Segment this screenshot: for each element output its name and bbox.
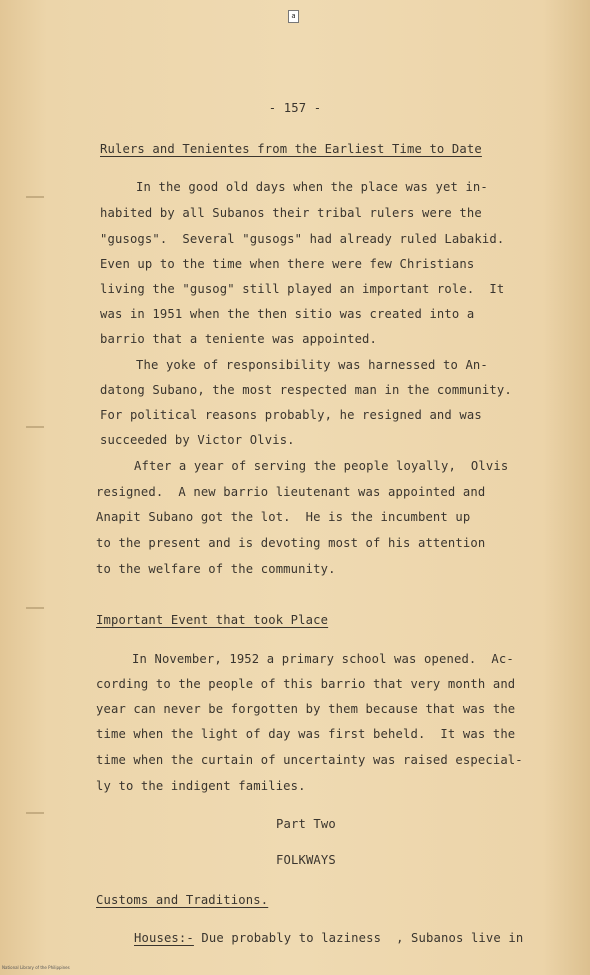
text-line: barrio that a teniente was appointed. (100, 332, 378, 346)
page-number: - 157 - (268, 101, 322, 115)
text-line: was in 1951 when the then sitio was created into a (100, 307, 475, 321)
text-line: resigned. A new barrio lieutenant was appointed and (96, 485, 486, 499)
text-line: In the good old days when the place was yet in- (136, 180, 488, 194)
houses-text: Due probably to laziness , Subanos live in (193, 931, 524, 945)
text-line: succeeded by Victor Olvis. (100, 433, 295, 447)
text-line: living the "gusog" still played an important role. It (100, 282, 505, 296)
heading-rulers: Rulers and Tenientes from the Earliest Time to Date (100, 142, 482, 156)
text-line: datong Subano, the most respected man in the community. (100, 383, 512, 397)
text-line: time when the light of day was first beheld. It was the (96, 727, 516, 741)
margin-mark (26, 426, 44, 428)
text-line: In November, 1952 a primary school was opened. Ac- (132, 652, 514, 666)
text-line: time when the curtain of uncertainty was raised especial- (96, 753, 523, 767)
text-line: Anapit Subano got the lot. He is the incumbent up (96, 510, 471, 524)
text-line: ly to the indigent families. (96, 779, 306, 793)
part-title: Part Two (276, 817, 336, 831)
folkways-title: FOLKWAYS (276, 853, 336, 867)
text-line: The yoke of responsibility was harnessed to An- (136, 358, 488, 372)
text-line: "gusogs". Several "gusogs" had already ruled Labakid. (100, 232, 505, 246)
houses-line (134, 930, 523, 946)
text-line: cording to the people of this barrio that very month and (96, 677, 516, 691)
text-line: Even up to the time when there were few Christians (100, 257, 475, 271)
houses-label: Houses:- (134, 931, 194, 945)
margin-mark (26, 196, 44, 198)
text-line: year can never be forgotten by them because that was the (96, 702, 516, 716)
page-marker-tag: a (288, 10, 299, 23)
heading-customs: Customs and Traditions. (96, 893, 269, 907)
text-line: to the welfare of the community. (96, 562, 336, 576)
text-line: After a year of serving the people loyally, Olvis (134, 459, 509, 473)
text-line: For political reasons probably, he resigned and was (100, 408, 482, 422)
footer-text: National Library of the Philippines (2, 965, 70, 970)
margin-mark (26, 607, 44, 609)
heading-important-event: Important Event that took Place (96, 613, 329, 627)
text-line: to the present and is devoting most of his attention (96, 536, 486, 550)
margin-mark (26, 812, 44, 814)
text-line: habited by all Subanos their tribal rulers were the (100, 206, 482, 220)
